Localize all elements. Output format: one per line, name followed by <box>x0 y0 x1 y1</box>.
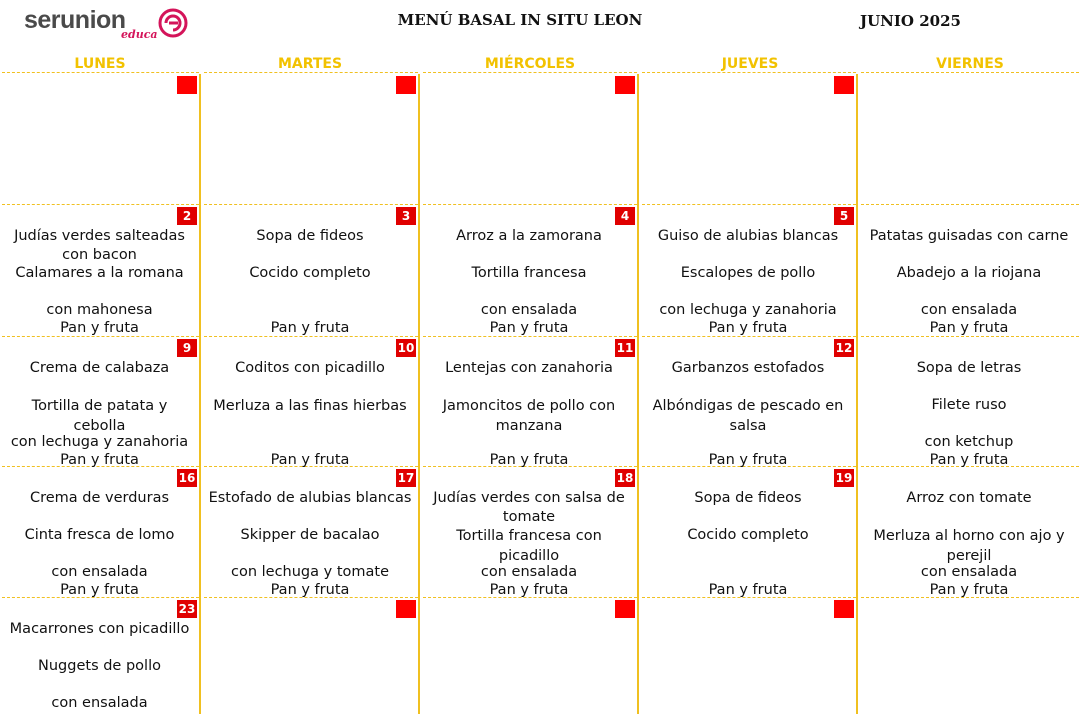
dish-second: Tortilla francesa <box>471 265 587 281</box>
dish-dessert: Pan y fruta <box>270 582 350 598</box>
day-cell <box>859 337 1079 466</box>
dish-second: Albóndigas de pescado en salsa <box>652 398 844 434</box>
dish-first: Guiso de alubias blancas <box>657 228 839 244</box>
dish-first: Arroz a la zamorana <box>456 228 602 244</box>
day-cell <box>640 598 856 714</box>
brand-name: serunion <box>24 6 126 34</box>
day-cell <box>0 467 199 597</box>
dish-side: con mahonesa <box>46 302 153 318</box>
dish-dessert: Pan y fruta <box>60 320 139 336</box>
dish-side: con ensalada <box>51 695 148 711</box>
day-cell <box>421 598 637 714</box>
date-badge: 4 <box>615 207 635 225</box>
dish-first: Garbanzos estofados <box>671 360 825 376</box>
dish-second: Merluza a las finas hierbas <box>213 398 407 414</box>
row-separator <box>423 72 637 73</box>
date-badge <box>177 76 197 94</box>
menu-title: MENÚ BASAL IN SITU LEON <box>397 11 643 29</box>
dish-first: Coditos con picadillo <box>235 360 385 376</box>
dish-second: Filete ruso <box>931 397 1007 413</box>
serunion-logo <box>24 4 194 48</box>
dish-second: Merluza al horno con ajo y perejil <box>873 528 1065 564</box>
column-separator <box>637 74 639 714</box>
dish-second: Nuggets de pollo <box>38 658 161 674</box>
day-cell <box>640 467 856 597</box>
date-badge: 9 <box>177 339 197 357</box>
date-badge: 16 <box>178 471 196 485</box>
dish-first: Lentejas con zanahoria <box>445 360 613 376</box>
date-badge <box>834 600 854 618</box>
dish-dessert: Pan y fruta <box>929 320 1009 336</box>
dish-dessert: Pan y fruta <box>60 582 139 598</box>
day-cell <box>0 337 199 466</box>
date-badge: 23 <box>178 602 196 616</box>
dish-dessert: Pan y fruta <box>708 452 788 468</box>
row-separator <box>861 72 1079 73</box>
dish-dessert: Pan y fruta <box>489 320 569 336</box>
date-badge <box>396 76 416 94</box>
day-cell <box>421 337 637 466</box>
day-cell <box>640 74 856 204</box>
date-badge <box>615 76 635 94</box>
dish-second: Escalopes de pollo <box>680 265 816 281</box>
dish-second: Calamares a la romana <box>15 265 184 281</box>
day-cell <box>859 74 1079 204</box>
row-separator <box>204 72 418 73</box>
date-badge <box>396 600 416 618</box>
day-cell <box>202 337 418 466</box>
day-cell <box>0 74 199 204</box>
day-cell <box>640 337 856 466</box>
dish-side: con ensalada <box>51 564 148 580</box>
column-separator <box>418 74 420 714</box>
date-badge: 10 <box>397 341 415 355</box>
day-header-lunes: LUNES <box>74 56 126 72</box>
day-header-viernes: VIERNES <box>936 56 1004 72</box>
day-header-martes: MARTES <box>277 56 343 72</box>
day-cell <box>859 598 1079 714</box>
day-header-miercoles: MIÉRCOLES <box>484 56 576 72</box>
dish-second: Skipper de bacalao <box>240 527 380 543</box>
dish-side: con lechuga y zanahoria <box>659 302 837 318</box>
day-cell <box>202 205 418 336</box>
date-badge: 11 <box>616 341 634 355</box>
dish-side: con ensalada <box>480 302 578 318</box>
dish-dessert: Pan y fruta <box>708 320 788 336</box>
row-separator <box>642 72 856 73</box>
dish-dessert: Pan y fruta <box>929 452 1009 468</box>
date-badge: 17 <box>397 471 415 485</box>
dish-first: Crema de calabaza <box>29 360 170 376</box>
day-cell <box>859 205 1079 336</box>
column-separator <box>856 74 858 714</box>
menu-month: JUNIO 2025 <box>860 12 961 30</box>
dish-first: Sopa de letras <box>916 360 1022 376</box>
dish-dessert: Pan y fruta <box>270 320 350 336</box>
day-cell <box>421 205 637 336</box>
dish-second: Cocido completo <box>687 527 809 543</box>
dish-first: Estofado de alubias blancas <box>208 490 412 506</box>
day-cell <box>202 467 418 597</box>
day-cell <box>421 467 637 597</box>
dish-second: Abadejo a la riojana <box>896 265 1042 281</box>
dish-first: Sopa de fideos <box>256 228 364 244</box>
day-cell <box>640 205 856 336</box>
dish-side: con lechuga y zanahoria <box>10 434 189 450</box>
column-separator <box>199 74 201 714</box>
dish-side: con lechuga y tomate <box>230 564 389 580</box>
dish-second: Jamoncitos de pollo con manzana <box>442 398 616 434</box>
brand-subtitle: educa <box>121 28 158 41</box>
date-badge <box>615 600 635 618</box>
dish-dessert: Pan y fruta <box>929 582 1009 598</box>
date-badge: 2 <box>177 207 197 225</box>
dish-first: Macarrones con picadillo <box>9 621 190 637</box>
brand-swirl-icon <box>158 8 188 38</box>
dish-second: Tortilla francesa con picadillo <box>456 528 602 564</box>
dish-dessert: Pan y fruta <box>270 452 350 468</box>
dish-second: Cocido completo <box>249 265 371 281</box>
dish-dessert: Pan y fruta <box>489 582 569 598</box>
dish-dessert: Pan y fruta <box>489 452 569 468</box>
dish-side: con ensalada <box>480 564 578 580</box>
row-separator <box>2 72 199 73</box>
dish-second: Cinta fresca de lomo <box>24 527 175 543</box>
dish-first: Patatas guisadas con carne <box>869 228 1069 244</box>
date-badge: 18 <box>616 471 634 485</box>
dish-second: Tortilla de patata y cebolla <box>31 398 168 434</box>
day-cell <box>859 467 1079 597</box>
day-cell <box>202 598 418 714</box>
date-badge: 3 <box>396 207 416 225</box>
day-cell <box>0 598 199 714</box>
date-badge: 5 <box>834 207 854 225</box>
dish-dessert: Pan y fruta <box>708 582 788 598</box>
dish-side: con ketchup <box>924 434 1014 450</box>
dish-first: Arroz con tomate <box>906 490 1032 506</box>
dish-dessert: Pan y fruta <box>60 452 139 468</box>
dish-side: con ensalada <box>920 564 1018 580</box>
dish-first: Sopa de fideos <box>694 490 802 506</box>
day-header-jueves: JUEVES <box>721 56 779 72</box>
dish-first: Judías verdes con salsa de tomate <box>433 490 625 525</box>
dish-side: con ensalada <box>920 302 1018 318</box>
dish-first: Crema de verduras <box>29 490 170 506</box>
date-badge: 12 <box>835 341 853 355</box>
dish-first: Judías verdes salteadas con bacon <box>14 228 185 263</box>
date-badge <box>834 76 854 94</box>
day-cell <box>202 74 418 204</box>
day-cell <box>0 205 199 336</box>
date-badge: 19 <box>835 471 853 485</box>
day-cell <box>421 74 637 204</box>
